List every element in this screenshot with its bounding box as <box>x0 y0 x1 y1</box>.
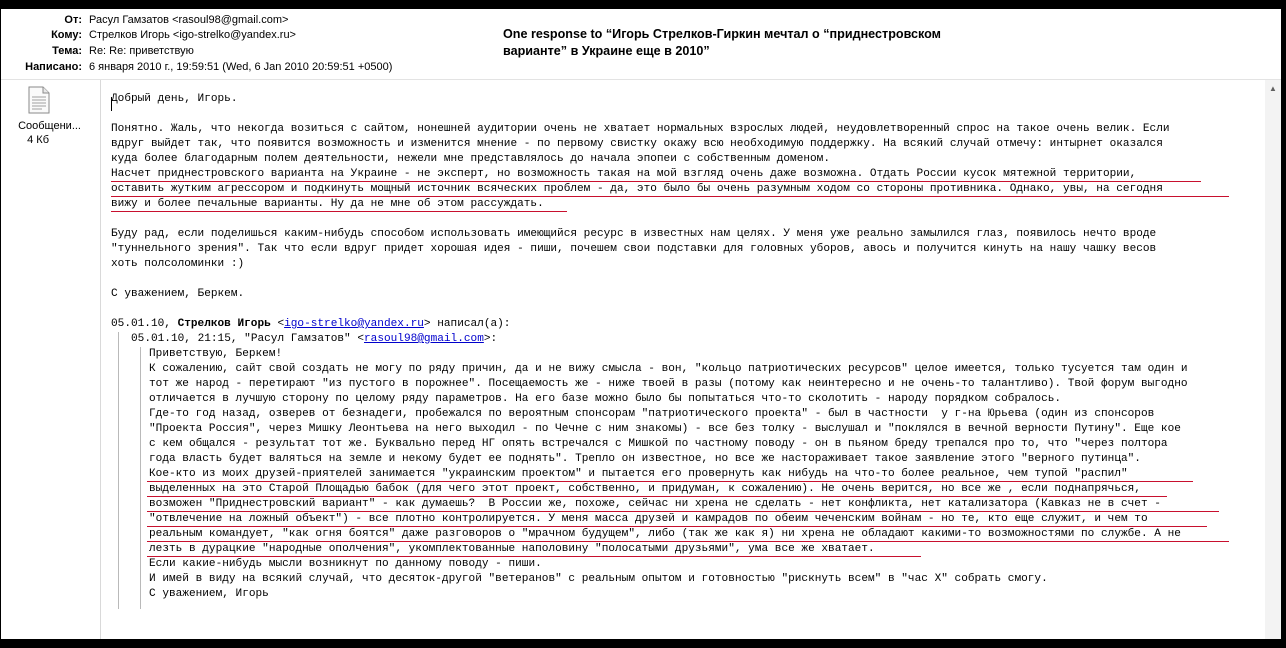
message-header <box>1 9 1281 79</box>
emphasis-underline <box>147 511 1219 512</box>
subject-label: Тема: <box>52 45 82 57</box>
message-body <box>111 89 1261 639</box>
quoted-line: Приветствую, Беркем! <box>149 348 283 360</box>
emphasis-underline <box>147 496 1167 497</box>
quoted-line: тот же народ - перетирают "из пустого в порожнее". Посещаемость же - ниже твоей в разы (потому как неинтересно и не очень-то талантливо). Твой форум выгодно <box>149 378 1188 390</box>
quote1-open: < <box>270 318 285 330</box>
body-line: куда более благодарным полем деятельности, нежели мне представлялось до начала эпопеи с собственным доменом. <box>111 153 830 165</box>
quote1-email-link[interactable]: igo-strelko@yandex.ru <box>284 318 424 330</box>
emphasis-underline <box>111 211 567 212</box>
pane-separator <box>100 80 101 639</box>
quoted-line: "Проекта Россия", через Мишку Леонтьева на него выходил - по Чечне с ним знакомы) - все без толку - выслушал и "поклялся в вечной верности Путину". Еще кое <box>149 423 1181 435</box>
body-line: "туннельного зрения". Так что если вдруг придет хорошая идея - пиши, почешем свои подставки для головных уборов, авось и получится кинуть на нашу чашку весов <box>111 243 1157 255</box>
from-value[interactable]: Расул Гамзатов <rasoul98@gmail.com> <box>89 14 289 26</box>
quoted-line: года власть будет валяться на земле и некому будет ее поднять". Трепло он известное, но все же настораживает такое заявление этого "верного путинца". <box>149 453 1141 465</box>
document-icon[interactable] <box>28 86 50 114</box>
body-line: Насчет приднестровского варианта на Украине - не эксперт, но возможность такая на мой взгляд очень даже возможна. Отдать России кусок мятежной территории, <box>111 168 1137 180</box>
quoted-line: возможен "Приднестровский вариант" - как думаешь? В России же, похоже, сейчас ни хрена не сделать - нет конфликта, нет катализатора (Кавказ не в счет - <box>149 498 1161 510</box>
date-label: Написано: <box>25 61 82 73</box>
emphasis-underline <box>147 556 921 557</box>
quote1-sender-name: Стрелков Игорь <box>177 318 271 330</box>
attachment-name[interactable]: Сообщени... <box>18 120 81 132</box>
quote-header-2 <box>131 332 497 347</box>
from-label: От: <box>64 14 82 26</box>
to-label: Кому: <box>51 29 82 41</box>
quoted-line: отличается в лучшую сторону по целому ряду параметров. На его базе можно было бы попытаться что-то сколотить - народу порядком собралось. <box>149 393 1062 405</box>
emphasis-underline <box>111 196 1229 197</box>
greeting-line: Добрый день, Игорь. <box>111 93 238 105</box>
quoted-line: Если какие-нибудь мысли возникнут по данному поводу - пиши. <box>149 558 542 570</box>
body-line: Буду рад, если поделишься каким-нибудь способом использовать имеющийся ресурс в известных нам целях. У меня уже реально замылился глаз, появилось нечто вроде <box>111 228 1157 240</box>
quoted-line: Кое-кто из моих друзей-приятелей занимается "украинским проектом" и пытается его провернуть как нибудь на что-то более реальное, чем тупой "распил" <box>149 468 1128 480</box>
quoted-line: К сожалению, сайт свой создать не могу по ряду причин, да и не вижу смысла - вон, "кольцо патриотических ресурсов" целое имеется, только тусуется там один и <box>149 363 1188 375</box>
quote1-prefix: 05.01.10, <box>111 318 178 330</box>
quote-header-1 <box>111 317 510 332</box>
quoted-line: "отвлечение на ложный объект") - все плотно контролируется. У меня масса друзей и камрадов по обеим чеченским войнам - но те, кто еще служит, и чем то <box>149 513 1148 525</box>
emphasis-underline <box>147 541 1229 542</box>
body-line: Понятно. Жаль, что некогда возиться с сайтом, нонешней аудитории очень не хватает нормальных взрослых людей, неудовлетворенный спрос на такое очень велик. Если <box>111 123 1170 135</box>
emphasis-underline <box>147 526 1207 527</box>
quoted-line: лезть в дурацкие "народные ополчения", укомплектованные наполовину "полосатыми друзьями", ума все же хватает. <box>149 543 875 555</box>
emphasis-underline <box>111 181 1201 182</box>
quote2-email-link[interactable]: rasoul98@gmail.com <box>364 333 484 345</box>
quoted-line: с кем общался - результат тот же. Буквально перед НГ опять встречался с Мишкой по частному поводу - он в пьяном бреду трепался про то, что "через полтора <box>149 438 1168 450</box>
quote2-prefix: 05.01.10, 21:15, "Расул Гамзатов" < <box>131 333 365 345</box>
article-title-line2: варианте” в Украине еще в 2010” <box>503 44 710 58</box>
quote-bar-inner <box>140 347 141 609</box>
quote2-suffix: >: <box>483 333 498 345</box>
article-title-overlay <box>501 16 967 59</box>
quoted-line: Где-то год назад, озверев от безнадеги, пробежался по вероятным спонсорам "патриотического проекта" - был в частности у г-на Юрьева (один из спонсоров <box>149 408 1155 420</box>
header-separator <box>1 79 1281 80</box>
quoted-line: выделенных на это Старой Площадью бабок (для чего этот проект, собственно, и придуман, к сожалению). Не очень верится, но все же , если поднапрячься, <box>149 483 1141 495</box>
attachment-size: 4 Кб <box>27 134 49 146</box>
attachment-pane <box>1 80 100 639</box>
quoted-line: реальным командует, "как огня боятся" даже разговоров о "мрачном будущем", либо (так же как я) ни хрена не обладают какими-то возможностями по службе. А не <box>149 528 1181 540</box>
body-line: вдруг выйдет так, что появится возможность и изменится мнение - по первому свистку окажу всю необходимую поддержку. На всякий случай отмечу: интырнет оказался <box>111 138 1163 150</box>
to-value[interactable]: Стрелков Игорь <igo-strelko@yandex.ru> <box>89 29 296 41</box>
body-line: оставить жутким агрессором и подкинуть мощный источник всяческих проблем - да, это было бы очень разумным ходом со стороны противника. Однако, увы, на сегодня <box>111 183 1163 195</box>
quoted-line: И имей в виду на всякий случай, что десяток-другой "ветеранов" с реальным опытом и готовностью "рискнуть всем" в "час Х" собрать смогу. <box>149 573 1048 585</box>
quoted-line: С уважением, Игорь <box>149 588 269 600</box>
article-title-line1: One response to “Игорь Стрелков-Гиркин мечтал о “приднестровском <box>503 27 941 41</box>
date-value: 6 января 2010 г., 19:59:51 (Wed, 6 Jan 2010 20:59:51 +0500) <box>89 61 393 73</box>
mail-window <box>1 9 1281 639</box>
quote1-suffix: > написал(а): <box>423 318 511 330</box>
subject-value: Re: Re: приветствую <box>89 45 194 57</box>
scroll-up-arrow-icon[interactable]: ▲ <box>1269 84 1277 93</box>
body-line: хоть полсоломинки :) <box>111 258 245 270</box>
emphasis-underline <box>147 481 1193 482</box>
vertical-scrollbar[interactable] <box>1265 80 1281 639</box>
signoff-line: С уважением, Беркем. <box>111 288 245 300</box>
quote-bar-outer <box>118 332 119 609</box>
body-line: вижу и более печальные варианты. Ну да не мне об этом рассуждать. <box>111 198 544 210</box>
